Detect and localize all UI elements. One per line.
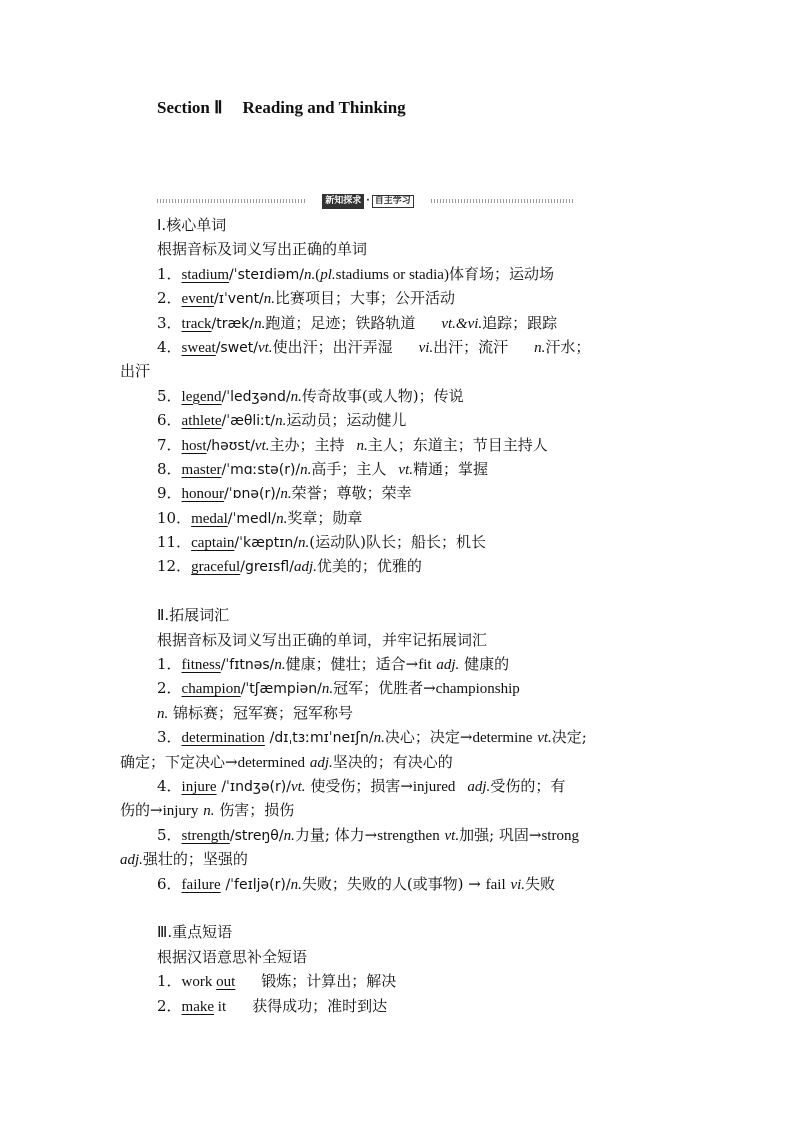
item-number: 2． (157, 289, 182, 308)
answer-word: sweat (181, 339, 216, 356)
vocab-item-1 (120, 262, 676, 286)
extend-item-3 (120, 725, 676, 749)
answer-word: determination (181, 730, 265, 747)
banner-tag (307, 194, 429, 208)
phonetic: /ˈtʃæmpiən/ (240, 681, 322, 698)
derived-word: championship (435, 681, 520, 698)
derived-pos: adj. (467, 778, 491, 795)
definition: 使受伤；损害→ (310, 776, 413, 795)
plural-label: pl. (320, 266, 336, 283)
item-number: 4． (157, 776, 182, 795)
item-number: 7． (157, 435, 182, 454)
item-number: 11． (157, 533, 192, 552)
extend-item-1 (120, 652, 676, 676)
definition: stadiums or stadia)体育场；运动场 (335, 266, 554, 283)
answer-word: track (181, 315, 212, 332)
part-of-speech-2: vt. (398, 461, 413, 478)
extend-item-5-continued (120, 847, 676, 871)
continued-definition: 强壮的；坚强的 (142, 850, 248, 869)
phonetic: /ˈfeɪljə(r)/ (225, 876, 291, 893)
answer-word: medal (191, 510, 228, 527)
extend-item-6 (120, 872, 676, 896)
part-of-speech: n. (303, 266, 316, 283)
section-label: Section Ⅱ (157, 98, 223, 117)
item-number: 12． (157, 557, 192, 576)
item-number: 5． (157, 825, 182, 844)
phonetic: /dɪˌtɜːmɪˈneɪʃn/ (269, 730, 374, 747)
item-number: 3． (157, 313, 182, 332)
part-of-speech: vt. (290, 778, 306, 795)
answer-word: stadium (181, 266, 230, 283)
banner-rule-left (157, 199, 305, 203)
vocab-item-11 (120, 530, 676, 554)
answer-word: legend (181, 388, 222, 405)
definition-2: 追踪；跟踪 (482, 313, 558, 332)
phonetic: /ˈæθliːt/ (221, 413, 276, 430)
phonetic: /ˈfɪtnəs/ (220, 657, 275, 674)
derived-pos: adj. (436, 657, 460, 674)
definition-3: 汗水； (545, 337, 591, 356)
definition: 传奇故事(或人物)；传说 (301, 386, 464, 405)
section-title (157, 98, 406, 118)
part-of-speech-3: n. (534, 339, 546, 356)
answer-word: host (181, 437, 207, 454)
phonetic: /ˈɪndʒə(r)/ (221, 778, 291, 795)
answer-word: strength (181, 827, 230, 844)
definition: 失败；失败的人(或事物) → (301, 874, 481, 893)
part2-heading: Ⅱ.拓展词汇 (157, 606, 230, 625)
derived-definition: 决定; (551, 728, 587, 747)
phrase-prefix: work (181, 974, 217, 991)
item-number: 5． (157, 386, 182, 405)
phrase-item-2 (120, 994, 676, 1018)
definition: 运动员；运动健儿 (286, 411, 407, 430)
vocab-item-6 (120, 408, 676, 432)
derived-word: injured (412, 778, 456, 795)
extend-item-5 (120, 823, 676, 847)
part3-instruction: 根据汉语意思补全短语 (157, 947, 308, 966)
part-of-speech: n. (280, 486, 292, 503)
definition: (运动队)队长；船长；机长 (309, 533, 486, 552)
part-of-speech: n. (254, 315, 266, 332)
item-number: 1． (157, 655, 182, 674)
phonetic: /træk/ (211, 315, 255, 332)
definition: 使出汗；出汗弄湿 (272, 337, 393, 356)
part-of-speech: n. (373, 730, 385, 747)
phonetic: /ˈmedl/ (227, 510, 277, 527)
definition: 高手；主人 (311, 459, 387, 478)
definition: 冠军；优胜者→ (333, 679, 436, 698)
derived-word: strengthen (377, 827, 440, 844)
continued-derived-word: injury (162, 803, 199, 820)
banner-tag-left: 新知探求 (322, 194, 364, 209)
part-of-speech: n. (298, 535, 310, 552)
part1-instruction: 根据音标及词义写出正确的单词 (157, 240, 368, 259)
item-number: 2． (157, 996, 182, 1015)
part-of-speech-2: vt.&vi. (441, 315, 483, 332)
phonetic: /həʊst/ (206, 437, 255, 454)
answer-word: injure (181, 778, 217, 795)
definition-paren: ( (315, 266, 321, 283)
continued-text: 伤的→ (120, 801, 163, 820)
definition: 健康；健壮；适合→ (285, 655, 419, 674)
derived-pos: vt. (537, 730, 552, 747)
phonetic: /ˈkæptɪn/ (234, 535, 298, 552)
item-number: 1． (157, 972, 182, 991)
derived-definition: 加强; 巩固→ (459, 825, 542, 844)
definition: 跑道；足迹；铁路轨道 (265, 313, 416, 332)
definition-2: 出汗；流汗 (433, 337, 509, 356)
item-number: 8． (157, 459, 182, 478)
phrase-item-1 (120, 969, 676, 993)
item-number: 2． (157, 679, 182, 698)
derived-pos: vi. (510, 876, 526, 893)
derived-definition: 健康的 (464, 655, 510, 674)
banner-tag-right: 自主学习 (372, 195, 414, 208)
part-of-speech: n. (321, 681, 334, 698)
banner-rule-right (431, 199, 573, 203)
phonetic: /ɪˈvent/ (214, 291, 264, 308)
answer-word: failure (181, 876, 221, 893)
vocab-item-3 (120, 311, 676, 335)
answer-word: out (216, 974, 236, 991)
derived-word-2: strong (541, 827, 579, 844)
definition-2: 主人；东道主；节目主持人 (367, 435, 548, 454)
definition: 奖章；勋章 (287, 508, 363, 527)
vocab-item-8 (120, 457, 676, 481)
phonetic: /ˈɒnə(r)/ (224, 486, 281, 503)
vocab-item-12 (120, 554, 676, 578)
vocab-item-4 (120, 335, 676, 359)
part-of-speech: n. (263, 291, 276, 308)
extend-item-4-continued (120, 798, 676, 822)
vocab-item-4-continued: 出汗 (120, 362, 151, 381)
continued-pos: n. (203, 803, 215, 820)
continued-definition: 锦标赛；冠军赛；冠军称号 (173, 703, 354, 722)
continued-pos: adj. (309, 754, 333, 771)
answer-word: champion (181, 681, 241, 698)
part-of-speech-2: vi. (418, 339, 434, 356)
part-of-speech: n. (300, 461, 312, 478)
continued-definition: 坚决的；有决心的 (332, 752, 453, 771)
phrase-suffix: it (214, 998, 227, 1015)
derived-word: determine (472, 730, 533, 747)
item-number: 6． (157, 411, 182, 430)
item-number: 10． (157, 508, 192, 527)
derived-word: fail (485, 876, 506, 893)
phrase-definition: 锻炼；计算出；解决 (261, 972, 397, 991)
definition: 比赛项目；大事；公开活动 (275, 289, 456, 308)
derived-pos: vt. (444, 827, 460, 844)
answer-word: captain (191, 535, 235, 552)
derived-definition: 失败 (525, 874, 556, 893)
continued-pos: n. (157, 705, 169, 722)
derived-word: fit (418, 657, 432, 674)
answer-word: fitness (181, 657, 221, 674)
phonetic: /greɪsfl/ (240, 559, 294, 576)
part-of-speech: n. (275, 413, 287, 430)
continued-derived-word: determined (237, 754, 306, 771)
answer-word: make (181, 998, 215, 1015)
part1-heading: Ⅰ.核心单词 (157, 216, 227, 234)
definition: 优美的；优雅的 (316, 557, 422, 576)
item-number: 3． (157, 728, 182, 747)
part-of-speech: n. (283, 827, 295, 844)
item-number: 9． (157, 484, 182, 503)
vocab-item-9 (120, 481, 676, 505)
part-of-speech: n. (290, 876, 302, 893)
part2-instruction: 根据音标及词义写出正确的单词，并牢记拓展词汇 (157, 630, 488, 649)
part-of-speech-2: n. (356, 437, 368, 454)
continued-pos: adj. (120, 852, 143, 869)
part-of-speech: vt. (257, 339, 273, 356)
derived-definition: 受伤的；有 (490, 776, 566, 795)
definition-2: 精通；掌握 (412, 459, 488, 478)
vocab-item-2 (120, 286, 676, 310)
answer-word: master (181, 461, 222, 478)
phrase-definition: 获得成功；准时到达 (252, 996, 388, 1015)
phonetic: /swet/ (215, 339, 258, 356)
extend-item-2 (120, 676, 676, 700)
answer-word: honour (181, 486, 225, 503)
section-name: Reading and Thinking (242, 98, 406, 117)
item-number: 6． (157, 874, 182, 893)
phonetic: /ˈledʒənd/ (221, 388, 291, 405)
extend-item-3-continued (120, 750, 676, 774)
part-of-speech: adj. (293, 559, 317, 576)
vocab-item-5 (120, 384, 676, 408)
phonetic: /streŋθ/ (229, 827, 284, 844)
answer-word: athlete (181, 413, 222, 430)
part-of-speech: n. (290, 388, 302, 405)
section-banner (157, 194, 573, 208)
phonetic: /ˈmɑːstə(r)/ (221, 461, 301, 478)
part-of-speech: n. (276, 510, 288, 527)
definition: 决心；决定→ (384, 728, 473, 747)
definition: 主办；主持 (269, 435, 345, 454)
answer-word: graceful (191, 559, 241, 576)
exercise-content (120, 213, 676, 1018)
vocab-item-10 (120, 506, 676, 530)
answer-word: event (181, 291, 215, 308)
banner-tag-dot: · (366, 196, 370, 206)
item-number: 4． (157, 337, 182, 356)
phonetic: /ˈsteɪdiəm/ (229, 266, 304, 283)
item-number: 1． (157, 264, 182, 283)
vocab-item-7 (120, 433, 676, 457)
definition: 荣誉；尊敬；荣幸 (291, 484, 412, 503)
extend-item-2-continued (120, 701, 676, 725)
part-of-speech: vt. (254, 437, 270, 454)
part-of-speech: n. (274, 657, 286, 674)
definition: 力量; 体力→ (294, 825, 378, 844)
continued-definition: 伤害；损伤 (219, 801, 295, 820)
part3-heading: Ⅲ.重点短语 (157, 923, 233, 942)
continued-text: 确定；下定决心→ (120, 752, 238, 771)
extend-item-4 (120, 774, 676, 798)
